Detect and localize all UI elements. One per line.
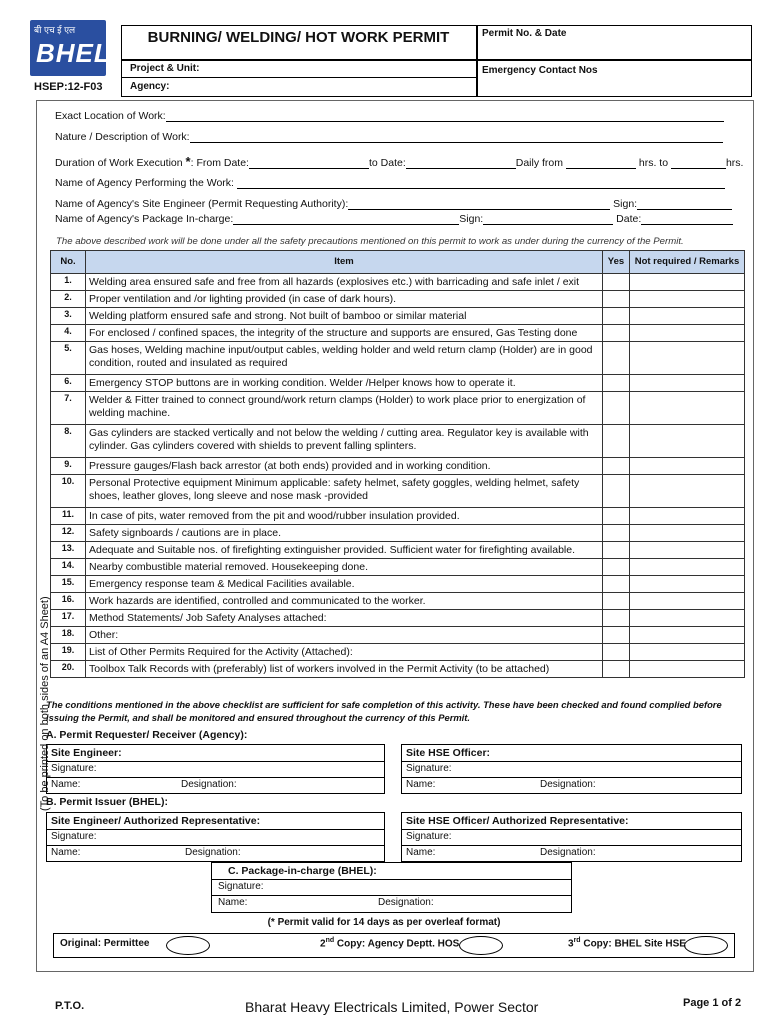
remarks-cell[interactable] bbox=[630, 375, 745, 392]
section-b-right-box bbox=[401, 812, 742, 862]
header-remarks: Not required / Remarks bbox=[630, 251, 745, 274]
yes-cell[interactable] bbox=[603, 525, 630, 542]
row-item: Gas cylinders are stacked vertically and not below the welding / cutting area. Regulator key is available with cylinder. Gas cylinders covered with shields to prevent falling splinters. bbox=[86, 425, 603, 458]
table-row bbox=[51, 593, 745, 610]
row-item: Work hazards are identified, controlled and communicated to the worker. bbox=[86, 593, 603, 610]
section-b-right-head: Site HSE Officer/ Authorized Representative: bbox=[406, 815, 629, 827]
permit-no-label: Permit No. & Date bbox=[482, 28, 567, 39]
divider bbox=[402, 845, 741, 846]
yes-cell[interactable] bbox=[603, 392, 630, 425]
package-incharge-input[interactable] bbox=[233, 214, 459, 225]
remarks-cell[interactable] bbox=[630, 525, 745, 542]
yes-cell[interactable] bbox=[603, 576, 630, 593]
section-c-box bbox=[211, 862, 572, 913]
table-row bbox=[51, 627, 745, 644]
pto-label: P.T.O. bbox=[55, 1000, 85, 1012]
validity-note: (* Permit valid for 14 days as per overleaf format) bbox=[267, 917, 501, 928]
row-item: Toolbox Talk Records with (preferably) list of workers involved in the Permit Activity (to be attached) bbox=[86, 661, 603, 678]
location-input[interactable] bbox=[166, 111, 724, 122]
duration-star: * bbox=[185, 154, 191, 169]
sidebar-print-note: (To be printed on both sides of an A4 Sheet) bbox=[39, 596, 51, 811]
date-label: Date: bbox=[616, 213, 642, 225]
page-number: Page 1 of 2 bbox=[683, 997, 742, 1009]
section-a-left-head: Site Engineer: bbox=[51, 747, 122, 759]
company-name: Bharat Heavy Electricals Limited, Power Sector bbox=[245, 999, 539, 1015]
remarks-cell[interactable] bbox=[630, 291, 745, 308]
hrs-to-label: hrs. to bbox=[638, 157, 669, 169]
designation-field[interactable]: Designation: bbox=[540, 847, 596, 858]
table-row bbox=[51, 661, 745, 678]
row-number: 11. bbox=[51, 508, 86, 525]
designation-field[interactable]: Designation: bbox=[378, 897, 434, 908]
divider bbox=[47, 777, 384, 778]
remarks-cell[interactable] bbox=[630, 610, 745, 627]
yes-cell[interactable] bbox=[603, 274, 630, 291]
agency-label: Agency: bbox=[130, 81, 170, 92]
row-number: 2. bbox=[51, 291, 86, 308]
copy-third-label bbox=[568, 937, 686, 949]
yes-cell[interactable] bbox=[603, 661, 630, 678]
row-item: Welding platform ensured safe and strong. Not built of bamboo or similar material bbox=[86, 308, 603, 325]
table-row bbox=[51, 392, 745, 425]
yes-cell[interactable] bbox=[603, 342, 630, 375]
package-incharge-row bbox=[55, 213, 733, 225]
remarks-cell[interactable] bbox=[630, 325, 745, 342]
table-row bbox=[51, 375, 745, 392]
copy-second-checkbox[interactable] bbox=[459, 936, 503, 955]
bhel-logo bbox=[30, 20, 111, 76]
table-row bbox=[51, 610, 745, 627]
section-b-left-head: Site Engineer/ Authorized Representative: bbox=[51, 815, 261, 827]
remarks-cell[interactable] bbox=[630, 576, 745, 593]
row-number: 12. bbox=[51, 525, 86, 542]
row-number: 15. bbox=[51, 576, 86, 593]
designation-field[interactable]: Designation: bbox=[181, 779, 237, 790]
signature-field[interactable]: Signature: bbox=[406, 763, 452, 774]
signature-field[interactable]: Signature: bbox=[51, 831, 97, 842]
row-item: Emergency STOP buttons are in working condition. Welder /Helper knows how to operate it. bbox=[86, 375, 603, 392]
yes-cell[interactable] bbox=[603, 375, 630, 392]
remarks-cell[interactable] bbox=[630, 593, 745, 610]
row-item: Welder & Fitter trained to connect ground/work return clamps (Holder) to work place prior to energization of welding machine. bbox=[86, 392, 603, 425]
section-a-right-head: Site HSE Officer: bbox=[406, 747, 491, 759]
remarks-cell[interactable] bbox=[630, 475, 745, 508]
table-row bbox=[51, 644, 745, 661]
site-engineer-row bbox=[55, 198, 732, 210]
nature-input[interactable] bbox=[190, 132, 723, 143]
agency-name-label: Name of Agency Performing the Work: bbox=[55, 177, 234, 189]
location-label: Exact Location of Work: bbox=[55, 110, 166, 122]
page-title: BURNING/ WELDING/ HOT WORK PERMIT bbox=[147, 29, 450, 46]
copy-original-checkbox[interactable] bbox=[166, 936, 210, 955]
table-row bbox=[51, 475, 745, 508]
remarks-cell[interactable] bbox=[630, 308, 745, 325]
copy-second-suffix: nd bbox=[325, 937, 335, 944]
remarks-cell[interactable] bbox=[630, 392, 745, 425]
table-header-row bbox=[51, 251, 745, 274]
duration-label: Duration of Work Execution bbox=[55, 157, 183, 169]
site-engineer-label: Name of Agency's Site Engineer (Permit Requesting Authority): bbox=[55, 198, 349, 210]
yes-cell[interactable] bbox=[603, 627, 630, 644]
name-field[interactable]: Name: bbox=[51, 779, 81, 790]
remarks-cell[interactable] bbox=[630, 559, 745, 576]
site-engineer-input[interactable] bbox=[348, 199, 610, 210]
signature-field[interactable]: Signature: bbox=[51, 763, 97, 774]
remarks-cell[interactable] bbox=[630, 342, 745, 375]
nature-row bbox=[55, 131, 723, 143]
row-item: In case of pits, water removed from the pit and wood/rubber insulation provided. bbox=[86, 508, 603, 525]
designation-field[interactable]: Designation: bbox=[540, 779, 596, 790]
header-no: No. bbox=[51, 251, 86, 274]
row-number: 16. bbox=[51, 593, 86, 610]
yes-cell[interactable] bbox=[603, 593, 630, 610]
divider bbox=[402, 829, 741, 830]
checklist-table bbox=[50, 250, 745, 678]
row-item: Adequate and Suitable nos. of firefighting extinguisher provided. Sufficient water for firefighting available. bbox=[86, 542, 603, 559]
yes-cell[interactable] bbox=[603, 308, 630, 325]
remarks-cell[interactable] bbox=[630, 661, 745, 678]
section-b-title: B. Permit Issuer (BHEL): bbox=[46, 796, 168, 808]
yes-cell[interactable] bbox=[603, 644, 630, 661]
yes-cell[interactable] bbox=[603, 610, 630, 627]
row-number: 10. bbox=[51, 475, 86, 508]
copy-third-checkbox[interactable] bbox=[684, 936, 728, 955]
hrs-label: hrs. bbox=[725, 157, 744, 169]
divider bbox=[212, 895, 571, 896]
divider bbox=[402, 761, 741, 762]
intro-note: The above described work will be done under all the safety precautions mentioned on this permit to work as under during the currency of the Permit. bbox=[56, 236, 684, 247]
row-item: For enclosed / confined spaces, the integrity of the structure and supports are ensured, Gas Testing done bbox=[86, 325, 603, 342]
yes-cell[interactable] bbox=[603, 475, 630, 508]
remarks-cell[interactable] bbox=[630, 425, 745, 458]
yes-cell[interactable] bbox=[603, 291, 630, 308]
row-item: Other: bbox=[86, 627, 603, 644]
copy-second-text: Copy: Agency Deptt. HOS bbox=[334, 938, 460, 950]
divider bbox=[47, 761, 384, 762]
hrs-to-input[interactable] bbox=[671, 158, 726, 169]
table-row bbox=[51, 308, 745, 325]
conditions-note: The conditions mentioned in the above checklist are sufficient for safe completion of this activity. These have been checked and found complied before issuing the Permit, and shall be monitored and ensured throughout the currency of this Permit. bbox=[46, 699, 722, 723]
row-number: 14. bbox=[51, 559, 86, 576]
name-field[interactable]: Name: bbox=[406, 779, 436, 790]
row-item: Nearby combustible material removed. Housekeeping done. bbox=[86, 559, 603, 576]
table-row bbox=[51, 325, 745, 342]
row-item: Safety signboards / cautions are in place. bbox=[86, 525, 603, 542]
table-row bbox=[51, 291, 745, 308]
signature-field[interactable]: Signature: bbox=[406, 831, 452, 842]
table-row bbox=[51, 508, 745, 525]
copy-second-number: 2 bbox=[320, 938, 326, 950]
logo-hindi-text: बी एच ई एल bbox=[34, 25, 76, 35]
remarks-cell[interactable] bbox=[630, 274, 745, 291]
divider bbox=[47, 829, 384, 830]
agency-name-row bbox=[55, 177, 725, 189]
table-row bbox=[51, 559, 745, 576]
remarks-cell[interactable] bbox=[630, 458, 745, 475]
header-item: Item bbox=[86, 251, 603, 274]
to-date-label: to Date: bbox=[368, 157, 406, 169]
copy-third-number: 3 bbox=[568, 938, 574, 950]
yes-cell[interactable] bbox=[603, 425, 630, 458]
row-number: 8. bbox=[51, 425, 86, 458]
table-row bbox=[51, 542, 745, 559]
row-number: 20. bbox=[51, 661, 86, 678]
row-number: 19. bbox=[51, 644, 86, 661]
designation-field[interactable]: Designation: bbox=[185, 847, 241, 858]
divider bbox=[402, 777, 741, 778]
from-date-input[interactable] bbox=[249, 158, 369, 169]
remarks-cell[interactable] bbox=[630, 644, 745, 661]
yes-cell[interactable] bbox=[603, 325, 630, 342]
yes-cell[interactable] bbox=[603, 542, 630, 559]
name-field[interactable]: Name: bbox=[51, 847, 81, 858]
row-number: 4. bbox=[51, 325, 86, 342]
row-number: 5. bbox=[51, 342, 86, 375]
agency-name-input[interactable] bbox=[237, 178, 725, 189]
sign1-input[interactable] bbox=[637, 199, 732, 210]
sign2-label: Sign: bbox=[459, 213, 484, 225]
daily-from-label: Daily from bbox=[515, 157, 564, 169]
table-row bbox=[51, 576, 745, 593]
copy-original-label: Original: Permittee bbox=[60, 938, 150, 949]
row-number: 13. bbox=[51, 542, 86, 559]
emergency-contact-label: Emergency Contact Nos bbox=[482, 65, 598, 76]
table-row bbox=[51, 342, 745, 375]
section-a-title: A. Permit Requester/ Receiver (Agency): bbox=[46, 729, 248, 741]
remarks-cell[interactable] bbox=[630, 508, 745, 525]
nature-label: Nature / Description of Work: bbox=[55, 131, 190, 143]
table-row bbox=[51, 458, 745, 475]
to-date-input[interactable] bbox=[406, 158, 516, 169]
row-number: 3. bbox=[51, 308, 86, 325]
copy-third-text: Copy: BHEL Site HSE bbox=[580, 938, 686, 950]
table-row bbox=[51, 525, 745, 542]
remarks-cell[interactable] bbox=[630, 542, 745, 559]
table-row bbox=[51, 274, 745, 291]
divider bbox=[121, 77, 476, 78]
row-number: 6. bbox=[51, 375, 86, 392]
divider bbox=[212, 879, 571, 880]
logo-text: BHEL bbox=[36, 38, 111, 68]
signature-field[interactable]: Signature: bbox=[218, 881, 264, 892]
from-date-label: : From Date: bbox=[190, 157, 249, 169]
sign2-input[interactable] bbox=[483, 214, 613, 225]
copy-second-label bbox=[320, 937, 459, 949]
yes-cell[interactable] bbox=[603, 458, 630, 475]
row-number: 18. bbox=[51, 627, 86, 644]
row-number: 17. bbox=[51, 610, 86, 627]
sign1-label: Sign: bbox=[613, 198, 638, 210]
row-number: 9. bbox=[51, 458, 86, 475]
package-incharge-label: Name of Agency's Package In-charge: bbox=[55, 213, 234, 225]
name-field[interactable]: Name: bbox=[218, 897, 248, 908]
table-row bbox=[51, 425, 745, 458]
remarks-cell[interactable] bbox=[630, 627, 745, 644]
row-item: Proper ventilation and /or lighting provided (in case of dark hours). bbox=[86, 291, 603, 308]
row-item: Pressure gauges/Flash back arrestor (at both ends) provided and in working condition. bbox=[86, 458, 603, 475]
name-field[interactable]: Name: bbox=[406, 847, 436, 858]
daily-from-input[interactable] bbox=[566, 158, 636, 169]
divider bbox=[47, 845, 384, 846]
section-a-right-box bbox=[401, 744, 742, 794]
yes-cell[interactable] bbox=[603, 508, 630, 525]
row-item: List of Other Permits Required for the Activity (Attached): bbox=[86, 644, 603, 661]
row-item: Emergency response team & Medical Facilities available. bbox=[86, 576, 603, 593]
row-item: Welding area ensured safe and free from all hazards (explosives etc.) with barricading and safe inlet / exit bbox=[86, 274, 603, 291]
duration-row bbox=[55, 154, 743, 169]
section-b-left-box bbox=[46, 812, 385, 862]
project-unit-label: Project & Unit: bbox=[130, 63, 200, 74]
location-row bbox=[55, 110, 724, 122]
section-c-title: C. Package-in-charge (BHEL): bbox=[228, 865, 377, 877]
row-item: Gas hoses, Welding machine input/output cables, welding holder and weld return clamp (Holder) are in good condition, routed and insulated as required bbox=[86, 342, 603, 375]
row-item: Method Statements/ Job Safety Analyses attached: bbox=[86, 610, 603, 627]
yes-cell[interactable] bbox=[603, 559, 630, 576]
row-number: 1. bbox=[51, 274, 86, 291]
header-yes: Yes bbox=[603, 251, 630, 274]
copy-third-suffix: rd bbox=[573, 937, 581, 944]
row-number: 7. bbox=[51, 392, 86, 425]
section-a-left-box bbox=[46, 744, 385, 794]
row-item: Personal Protective equipment Minimum applicable: safety helmet, safety goggles, welding helmet, safety shoes, leather gloves, long sleeve and nose mask -provided bbox=[86, 475, 603, 508]
document-code: HSEP:12-F03 bbox=[34, 81, 103, 93]
copies-box bbox=[53, 933, 735, 958]
date-input[interactable] bbox=[641, 214, 733, 225]
